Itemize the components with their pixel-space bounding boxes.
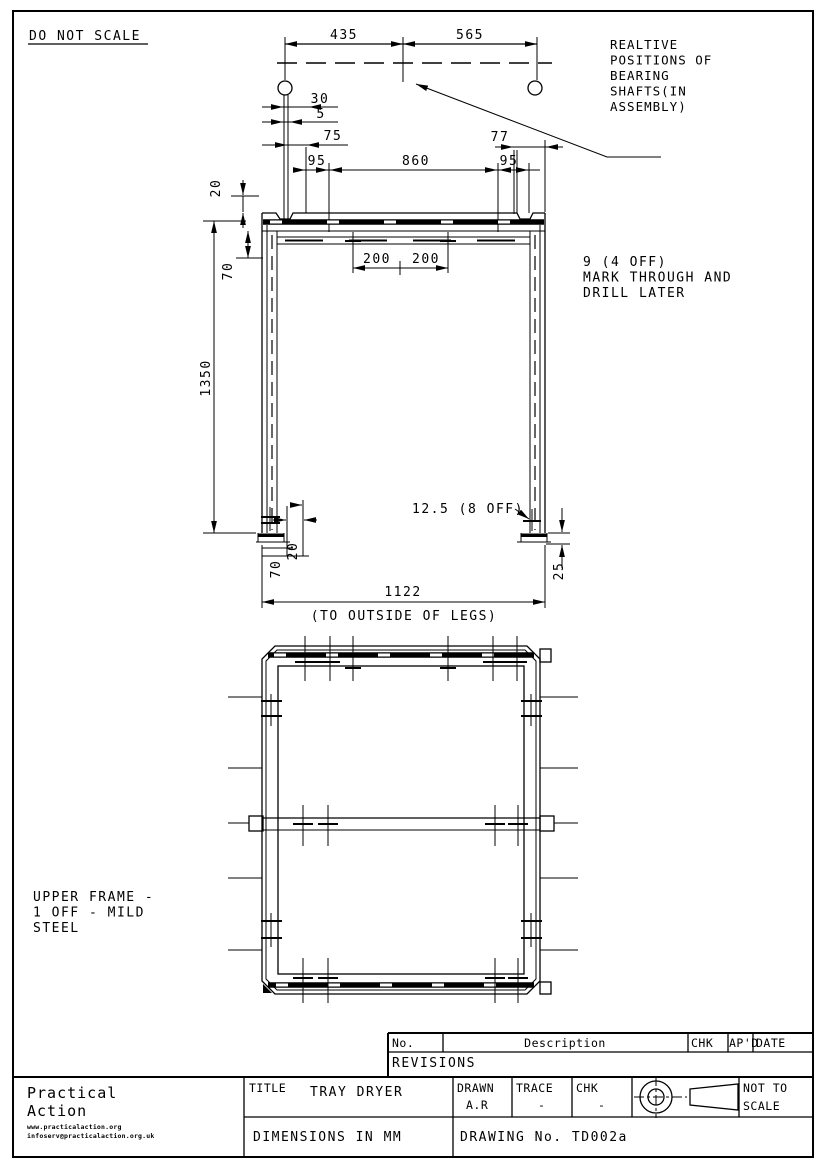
middle-rail-right-tab xyxy=(540,816,554,831)
drill-note-line2: MARK THROUGH AND xyxy=(583,270,733,286)
plan-view xyxy=(228,636,578,1003)
dim-30: 30 xyxy=(310,92,330,107)
dim-435: 435 xyxy=(330,28,358,43)
plan-top-ticks xyxy=(295,636,527,681)
bottom-dimensions xyxy=(262,500,570,624)
revisions-table xyxy=(388,1033,813,1077)
dim-95-left: 95 xyxy=(307,154,327,169)
do-not-scale-label: DO NOT SCALE xyxy=(29,29,141,44)
revisions-col-no: No. xyxy=(392,1036,415,1050)
title-block xyxy=(13,1076,813,1157)
company-logo xyxy=(27,1084,155,1140)
material-note-line2: 1 OFF - MILD xyxy=(33,905,145,921)
trace-label: TRACE xyxy=(516,1081,554,1095)
dim-200-right: 200 xyxy=(412,252,440,267)
dim-200-left: 200 xyxy=(363,252,391,267)
top-dimensions xyxy=(262,92,563,232)
bottom-right-tab xyxy=(540,982,551,994)
middle-rail-left-tab xyxy=(249,816,263,831)
dim-1350: 1350 xyxy=(199,359,214,397)
company-name-line2: Action xyxy=(27,1102,88,1120)
plan-middle-ticks xyxy=(293,805,528,846)
dim-77: 77 xyxy=(490,130,510,145)
material-note xyxy=(33,890,154,936)
drawing-title: TRAY DRYER xyxy=(310,1085,404,1100)
drawn-value: A.R xyxy=(466,1098,489,1112)
drill-note xyxy=(583,255,732,301)
outside-legs-note: (TO OUTSIDE OF LEGS) xyxy=(310,609,498,624)
left-dimensions xyxy=(199,179,263,533)
dim-95-right: 95 xyxy=(499,154,519,169)
title-label: TITLE xyxy=(249,1081,287,1095)
bearing-note-line2: POSITIONS OF xyxy=(610,52,713,68)
dim-860: 860 xyxy=(402,154,430,169)
drawn-label: DRAWN xyxy=(457,1081,495,1095)
company-name-line1: Practical xyxy=(27,1084,118,1102)
revisions-col-description: Description xyxy=(524,1036,606,1050)
holes-note: 12.5 (8 OFF) xyxy=(412,502,524,517)
revisions-title: REVISIONS xyxy=(392,1056,476,1071)
chk-label: CHK xyxy=(576,1081,599,1095)
drill-note-line1: 9 (4 OFF) xyxy=(583,255,667,270)
plan-bottom-ticks xyxy=(293,958,528,1003)
material-note-line3: STEEL xyxy=(33,921,80,936)
bearing-note-line3: BEARING xyxy=(610,68,670,83)
revisions-col-chk: CHK xyxy=(691,1036,714,1050)
drill-note-line3: DRILL LATER xyxy=(583,286,686,301)
dim-1122: 1122 xyxy=(384,585,422,600)
projection-symbol-icon xyxy=(634,1076,738,1118)
company-website: www.practicalaction.org xyxy=(27,1123,122,1131)
scale-note-line2: SCALE xyxy=(743,1099,781,1113)
dim-20-top: 20 xyxy=(209,178,224,198)
material-note-line1: UPPER FRAME - xyxy=(33,890,155,905)
top-right-tab xyxy=(540,649,551,662)
bearing-note-line5: ASSEMBLY) xyxy=(610,99,687,114)
right-foot xyxy=(521,534,547,538)
dim-20-foot: 20 xyxy=(286,541,301,561)
scale-note-line1: NOT TO xyxy=(743,1081,788,1095)
bearing-shaft-circle-right xyxy=(528,81,542,95)
revisions-col-date: DATE xyxy=(756,1036,786,1050)
dim-25: 25 xyxy=(552,561,567,581)
dim-75: 75 xyxy=(323,129,343,144)
trace-value: - xyxy=(538,1098,546,1112)
do-not-scale-note xyxy=(28,29,148,44)
chk-value: - xyxy=(598,1098,606,1112)
drawing-number: DRAWING No. TD002a xyxy=(460,1130,628,1145)
dim-70-rail: 70 xyxy=(221,261,236,281)
dim-565: 565 xyxy=(456,28,484,43)
bearing-shaft-circle-left xyxy=(278,81,292,95)
left-foot xyxy=(258,534,284,538)
front-view xyxy=(256,213,551,542)
revisions-col-apd: AP'D xyxy=(729,1036,759,1050)
company-email: infoserv@practicalaction.org.uk xyxy=(27,1132,155,1140)
bearing-note-line4: SHAFTS(IN xyxy=(610,83,687,99)
dimensions-note: DIMENSIONS IN MM xyxy=(253,1130,403,1145)
bearing-note-line1: REALTIVE xyxy=(610,37,679,52)
dim-70-foot: 70 xyxy=(269,559,284,579)
dim-5: 5 xyxy=(316,107,326,122)
